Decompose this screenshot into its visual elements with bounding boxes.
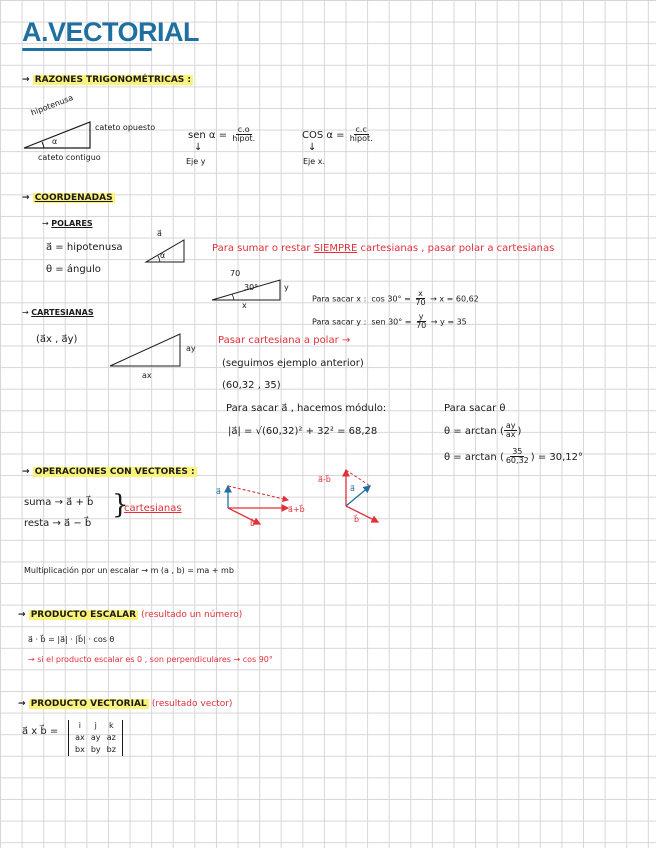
cos-num: c.c bbox=[355, 125, 367, 134]
example-x: x bbox=[242, 301, 247, 310]
suma-row: suma → a⃗ + b⃗ bbox=[24, 497, 94, 508]
escalar-formula: a⃗ · b⃗ = |a⃗| · |b⃗| · cos θ bbox=[28, 635, 115, 644]
y-fraction bbox=[414, 313, 428, 331]
title-underline bbox=[22, 48, 152, 51]
polar-alpha-label: α bbox=[160, 251, 166, 260]
ax-ay: (a⃗x , a⃗y) bbox=[36, 334, 78, 345]
sacar-x-label: Para sacar x : bbox=[312, 294, 367, 304]
polares-heading: → POLARES bbox=[42, 219, 93, 228]
det-cell: j bbox=[94, 721, 97, 730]
arctan2-fraction bbox=[504, 448, 531, 466]
seguimos-note: (seguimos ejemplo anterior) bbox=[222, 358, 364, 369]
sacar-y-row bbox=[312, 313, 467, 331]
cartesianas-heading: → CARTESIANAS bbox=[22, 308, 94, 317]
y-result: → y = 35 bbox=[430, 317, 467, 327]
coords-example: (60,32 , 35) bbox=[222, 380, 281, 391]
determinant-row bbox=[72, 744, 119, 756]
vector-diff-diagram bbox=[334, 462, 384, 524]
arctan2-num: 35 bbox=[512, 447, 523, 456]
modulo-note: Para sacar a⃗ , hacemos módulo: bbox=[226, 403, 387, 414]
determinant-row bbox=[72, 720, 119, 732]
polar-vec-label: a⃗ bbox=[157, 229, 162, 238]
cart-ay: ay bbox=[186, 344, 196, 353]
arctan1-prefix: θ = arctan ( bbox=[444, 425, 504, 437]
cateto-contiguo-label: cateto contiguo bbox=[38, 153, 101, 162]
example-angle: 30° bbox=[244, 283, 259, 292]
coord-heading-text: COORDENADAS bbox=[34, 193, 113, 203]
cos-eje: Eje x. bbox=[303, 157, 326, 166]
diff-a-label: a⃗ bbox=[350, 484, 355, 493]
sumar-note bbox=[212, 243, 554, 254]
diff-b-label: b⃗ bbox=[354, 515, 360, 524]
sen-eje: Eje y bbox=[186, 157, 206, 166]
arctan2-prefix: θ = arctan ( bbox=[444, 451, 504, 463]
coord-heading: → COORDENADAS bbox=[22, 193, 113, 203]
escalar-note: (resultado un número) bbox=[141, 610, 243, 620]
vectorial-heading: → PRODUCTO VECTORIAL (resultado vector) bbox=[18, 699, 233, 709]
diff-label: a⃗-b⃗ bbox=[318, 475, 331, 484]
sen30-label: sen 30° = bbox=[371, 317, 412, 327]
ops-heading-text: OPERACIONES CON VECTORES : bbox=[34, 467, 195, 477]
vector-sum-diagram bbox=[210, 478, 316, 528]
x-den: 70 bbox=[415, 298, 426, 308]
page-title: A.VECTORIAL bbox=[22, 17, 200, 47]
alpha-label: α bbox=[52, 137, 58, 146]
siempre-word: SIEMPRE bbox=[313, 243, 358, 254]
x-num: x bbox=[418, 289, 423, 298]
arctan1-num: ay bbox=[505, 421, 516, 430]
ops-brace: } bbox=[112, 490, 129, 520]
sum-a-label: a⃗ bbox=[216, 487, 221, 496]
escalar-mult: Multiplicación por un escalar → m (a , b) = ma + mb bbox=[24, 566, 234, 575]
arctan-formula-2 bbox=[444, 448, 583, 466]
y-den: 70 bbox=[416, 321, 427, 331]
arctan2-den: 60,32 bbox=[505, 456, 529, 466]
cart-polar-note: Pasar cartesiana a polar → bbox=[218, 335, 351, 346]
det-cell: bz bbox=[106, 745, 116, 754]
det-cell: ax bbox=[75, 733, 85, 742]
cos-den: hipot. bbox=[349, 134, 373, 144]
sumar-suffix: cartesianas , pasar polar a cartesianas bbox=[360, 243, 555, 254]
sacar-x-row bbox=[312, 290, 479, 308]
theta-angulo: θ = ángulo bbox=[46, 264, 101, 275]
sen-den: hipot. bbox=[232, 134, 256, 144]
cart-ax: ax bbox=[142, 371, 152, 380]
det-cell: ay bbox=[90, 733, 101, 742]
arctan-formula-1 bbox=[444, 422, 521, 440]
det-cell: by bbox=[90, 745, 101, 754]
det-cell: bx bbox=[75, 745, 85, 754]
a-hipotenusa: a⃗ = hipotenusa bbox=[46, 242, 123, 253]
sumar-prefix: Para sumar o restar bbox=[212, 243, 311, 254]
cos30-label: cos 30° = bbox=[371, 294, 411, 304]
hipotenusa-label: hipotenusa bbox=[29, 93, 75, 118]
ops-heading: → OPERACIONES CON VECTORES : bbox=[22, 467, 195, 477]
det-cell: k bbox=[108, 721, 114, 730]
y-num: y bbox=[418, 312, 424, 321]
trig-heading: → RAZONES TRIGONOMÉTRICAS : bbox=[22, 75, 192, 85]
determinant-table bbox=[72, 720, 119, 756]
vectorial-heading-text: PRODUCTO VECTORIAL bbox=[30, 699, 147, 709]
det-cell: az bbox=[106, 733, 116, 742]
escalar-heading: → PRODUCTO ESCALAR (resultado un número) bbox=[18, 610, 243, 620]
sen-arrow: ↓ bbox=[194, 142, 203, 153]
ops-cartesianas: cartesianas bbox=[124, 503, 182, 514]
sum-b-label: b⃗ bbox=[250, 519, 256, 528]
vectorial-note: (resultado vector) bbox=[151, 699, 233, 709]
sacar-theta: Para sacar θ bbox=[444, 403, 506, 414]
resta-row: resta → a⃗ − b⃗ bbox=[24, 518, 92, 529]
x-fraction bbox=[413, 290, 427, 308]
cos-arrow: ↓ bbox=[308, 142, 317, 153]
example-y: y bbox=[284, 283, 289, 292]
det-cell: i bbox=[78, 721, 82, 730]
arctan1-suffix: ) bbox=[517, 425, 522, 437]
perpendicular-note: → si el producto escalar es 0 , son perpendiculares → cos 90° bbox=[28, 655, 273, 664]
x-result: → x = 60,62 bbox=[430, 294, 479, 304]
arctan1-den: ax bbox=[505, 430, 516, 440]
escalar-heading-text: PRODUCTO ESCALAR bbox=[30, 610, 137, 620]
trig-heading-text: RAZONES TRIGONOMÉTRICAS : bbox=[34, 75, 192, 85]
cateto-opuesto-label: cateto opuesto bbox=[95, 123, 156, 132]
vectorial-determinant bbox=[68, 720, 123, 756]
sen-label: sen α = bbox=[188, 129, 228, 141]
sen-fraction bbox=[230, 126, 257, 144]
polares-label: POLARES bbox=[51, 219, 93, 228]
cartesian-triangle bbox=[108, 332, 182, 368]
cos-label: COS α = bbox=[302, 129, 345, 141]
vectorial-lhs: a⃗ x b⃗ = bbox=[22, 726, 59, 737]
sen-num: c.o bbox=[237, 125, 250, 134]
arctan2-suffix: ) = 30,12° bbox=[530, 451, 584, 463]
cartesianas-label: CARTESIANAS bbox=[31, 308, 94, 317]
determinant-row bbox=[72, 732, 119, 744]
example-hyp: 70 bbox=[230, 269, 241, 278]
modulo-formula: |a⃗| = √(60,32)² + 32² = 68,28 bbox=[228, 426, 378, 437]
sacar-y-label: Para sacar y : bbox=[312, 317, 367, 327]
sum-result-label: a⃗+b⃗ bbox=[288, 505, 305, 514]
arctan1-fraction bbox=[504, 422, 518, 440]
cos-fraction bbox=[348, 126, 375, 144]
